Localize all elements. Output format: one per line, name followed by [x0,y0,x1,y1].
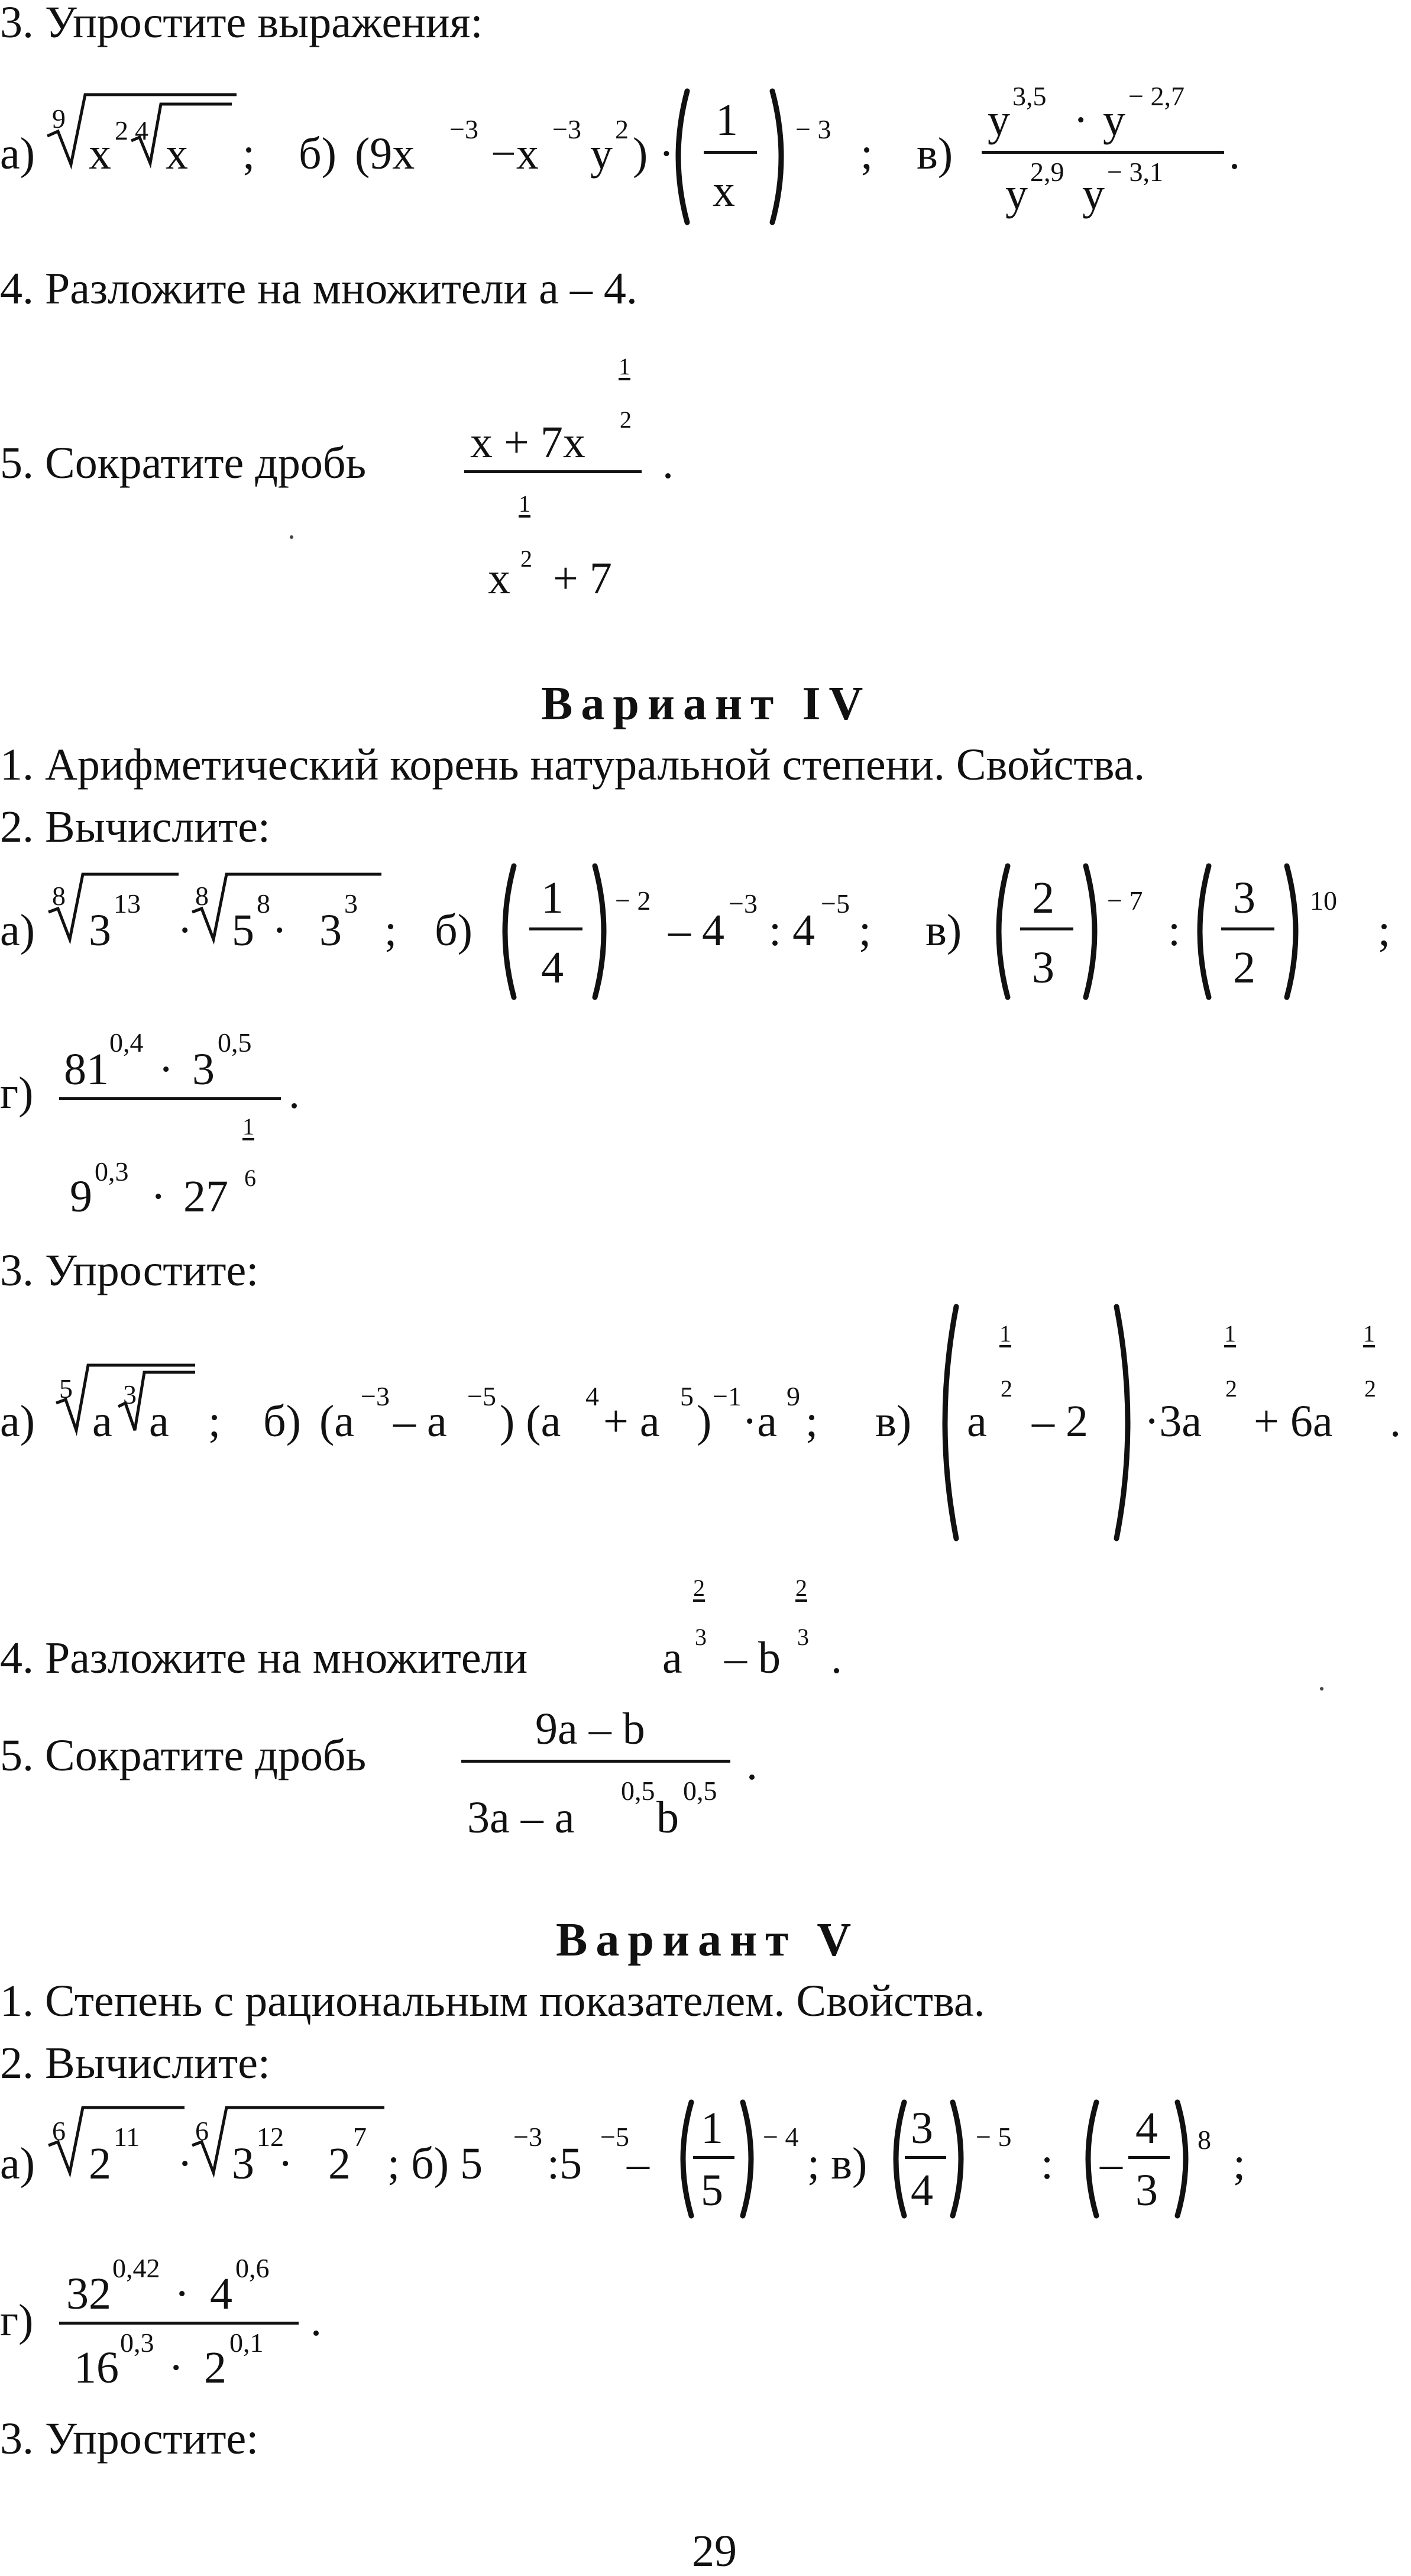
radicand: a [149,1397,169,1446]
exponent: 12 [257,2122,284,2152]
right-paren [1174,2100,1198,2218]
fraction-numerator: 1 [541,873,564,923]
label: а) [0,1397,35,1446]
exponent-denominator: 2 [1364,1375,1376,1402]
fraction-numerator: 3 [911,2103,933,2153]
label: г) [0,2296,34,2345]
fraction-denominator: x [713,166,735,216]
base: a [662,1633,682,1683]
separator: ; [208,1397,221,1446]
exponent: −5 [467,1381,496,1411]
base: 27 [183,1172,228,1221]
exponent: 0,42 [112,2253,160,2283]
separator: ; [1233,2139,1246,2189]
question-text: 4. Разложите на множители [0,1633,528,1683]
multiply-dot: · [151,1172,166,1221]
q3-title-top: 3. Упростите выражения: [0,0,483,47]
v5-q1: 1. Степень с рациональным показателем. Свойства. [0,1976,985,2026]
multiply-dot: · [158,1045,174,1094]
exponent-denominator: 6 [244,1165,256,1191]
expr: ) [697,1397,712,1446]
left-paren [1189,864,1212,1000]
separator: ; [860,129,873,179]
v5-q2: 2. Вычислите: [0,2038,271,2088]
exponent-denominator: 2 [520,545,532,572]
left-paren [931,1304,961,1541]
exponent: 5 [680,1381,694,1411]
multiply-dot: · [1073,95,1089,145]
exponent-numerator: 1 [242,1113,254,1140]
expr: + a [603,1397,660,1446]
fraction-numerator: 2 [1032,873,1054,923]
fraction-denominator: 3 [1032,943,1054,993]
exponent: 8 [1198,2125,1211,2155]
separator: ; [805,1397,818,1446]
label: б) [299,129,336,179]
fraction-denominator: b [656,1793,679,1843]
exponent: 4 [585,1381,599,1411]
exponent: 2,9 [1030,157,1064,187]
exponent-denominator: 2 [620,406,632,433]
base: 2 [204,2343,226,2393]
fraction-bar [905,2156,946,2159]
root-index: 5 [59,1373,73,1404]
expr: – 2 [1032,1397,1088,1446]
separator: ; [859,906,872,955]
exponent: 2 [615,114,629,144]
label: в) [875,1397,912,1446]
multiply-dot: · [169,2343,184,2393]
expr: −x [491,129,539,179]
exponent-numerator: 1 [1224,1320,1236,1347]
expr: ; б) 5 [387,2139,483,2189]
root-index: 4 [135,115,148,146]
exponent: 3 [344,888,358,919]
right-paren [769,89,792,225]
exponent: − 7 [1107,885,1143,916]
period: . [310,2296,322,2345]
period: . [1390,1397,1401,1446]
radicand: 2 [89,2139,111,2189]
fraction-bar [693,2156,734,2159]
colon: : [1168,906,1181,955]
fraction-bar [59,1097,281,1100]
exponent: −3 [449,114,478,144]
separator: ; [384,906,397,955]
speck [290,535,293,539]
expr: (a [319,1397,355,1446]
page-number: 29 [692,2526,737,2576]
left-paren [884,2100,908,2218]
exponent-denominator: 3 [695,1624,707,1650]
exponent: 2 [115,115,128,146]
fraction-numerator: 3 [1233,873,1255,923]
exponent: 0,5 [218,1027,252,1058]
exponent: 10 [1310,885,1337,916]
base: 9 [70,1172,92,1221]
root-index: 6 [52,2116,66,2146]
exponent: 0,3 [120,2328,154,2358]
period: . [831,1633,842,1683]
fraction-bar [704,151,757,154]
left-paren [494,864,517,1000]
exponent: 9 [787,1381,800,1411]
fraction-denominator: 5 [701,2165,723,2215]
base: y [1005,169,1028,219]
root-index: 3 [123,1379,137,1410]
exponent: 13 [114,888,141,919]
speck [1320,1687,1323,1691]
expr: (9x [355,129,415,179]
variant-iv-heading: Вариант IV [541,678,872,730]
expr: – 4 [668,906,724,955]
exponent: 8 [257,888,270,919]
exponent-numerator: 1 [1363,1320,1375,1347]
expr: ) · [633,129,674,179]
fraction-bar [59,2322,299,2325]
expr: ·3a [1144,1397,1202,1446]
fraction-denominator: 4 [911,2165,933,2215]
exponent-numerator: 1 [619,353,630,380]
q4-top: 4. Разложите на множители a – 4. [0,264,637,313]
root-index: 8 [52,881,66,911]
exponent-numerator: 2 [693,1575,705,1601]
label: б) [263,1397,301,1446]
root-index: 8 [195,881,209,911]
radicand: 3 [319,906,342,955]
exponent: −3 [513,2122,542,2152]
expr: :5 [547,2139,582,2189]
fraction-numerator: 9a – b [535,1704,645,1754]
period: . [1229,129,1240,179]
question-text: 5. Сократите дробь [0,1731,367,1780]
fraction-bar [529,927,582,930]
right-paren [739,2100,763,2218]
right-paren [1283,864,1307,1000]
exponent: − 3 [795,114,831,144]
left-paren [671,2100,695,2218]
label: а) [0,906,35,955]
fraction-numerator: 1 [716,95,738,145]
left-paren [988,864,1011,1000]
fraction-numerator: 1 [701,2103,723,2153]
base: a [92,1397,112,1446]
exponent-denominator: 2 [1225,1375,1237,1402]
label: г) [0,1068,34,1118]
multiply-dot: · [174,2269,190,2319]
exponent: −3 [361,1381,390,1411]
base: x [89,129,111,179]
right-paren [591,864,615,1000]
exponent-numerator: 1 [999,1320,1011,1347]
fraction-numerator: x + 7x [470,418,585,467]
left-paren [1076,2100,1100,2218]
radicand: x [166,129,188,179]
right-paren [949,2100,973,2218]
base: y [1082,169,1105,219]
base: y [1103,95,1125,145]
label: в) [925,906,962,955]
root-index: 6 [195,2116,209,2146]
exponent-denominator: 2 [1001,1375,1012,1402]
colon: : [1041,2139,1054,2189]
exponent: 7 [353,2122,367,2152]
exponent: − 2,7 [1128,81,1185,111]
exponent: 0,6 [235,2253,270,2283]
multiply-dot: · [177,906,193,955]
radicand: 3 [89,906,111,955]
period: . [662,438,674,488]
exponent-numerator: 1 [519,490,530,517]
exponent: 0,5 [621,1776,655,1806]
expr: + 6a [1254,1397,1333,1446]
exponent: 11 [114,2122,140,2152]
fraction-bar [1020,927,1073,930]
right-paren [1082,864,1106,1000]
base: 16 [74,2343,119,2393]
v4-q3: 3. Упростите: [0,1246,259,1295]
question-text: 5. Сократите дробь [0,438,367,488]
radicand: 2 [328,2139,351,2189]
radicand: 3 [232,2139,254,2189]
exponent: 0,5 [683,1776,717,1806]
v5-q3: 3. Упростите: [0,2414,259,2464]
separator: ; [242,129,255,179]
expr: ) (a [500,1397,561,1446]
exponent: −1 [713,1381,742,1411]
exponent: − 4 [763,2122,799,2152]
expr: ·a [742,1397,778,1446]
multiply-dot: · [278,2139,293,2189]
label: в) [917,129,953,179]
exponent: 3,5 [1012,81,1047,111]
exponent: −5 [600,2122,629,2152]
minus-sign: – [1100,2139,1122,2189]
exponent: −3 [729,888,758,919]
fraction-denominator: x [488,554,510,603]
multiply-dot: · [177,2139,193,2189]
fraction-bar [464,470,642,473]
fraction-denominator: 4 [541,943,564,993]
expr: y [590,129,613,179]
base: 3 [192,1045,215,1094]
period: . [289,1068,300,1118]
fraction-denominator: 3a – a [467,1793,575,1843]
multiply-dot: · [272,906,287,955]
expr: – a [393,1397,447,1446]
fraction-denominator: + 7 [553,554,612,603]
label: а) [0,2139,35,2189]
fraction-bar [1128,2156,1170,2159]
expr: – [627,2139,649,2189]
exponent-denominator: 3 [797,1624,809,1650]
expr: – b [724,1633,781,1683]
base: 81 [64,1045,109,1094]
base: a [967,1397,987,1446]
base: 4 [210,2269,232,2319]
fraction-numerator: 4 [1135,2103,1158,2153]
separator: ; [1378,906,1391,955]
label: а) [0,129,35,179]
right-paren [1112,1304,1141,1541]
fraction-bar [1221,927,1274,930]
v4-q2: 2. Вычислите: [0,802,271,852]
variant-v-heading: Вариант V [556,1914,860,1966]
period: . [746,1740,758,1789]
base: 32 [66,2269,111,2319]
root-index: 9 [52,104,66,134]
exponent: 0,4 [109,1027,144,1058]
exponent: − 3,1 [1107,157,1163,187]
exponent: −5 [821,888,850,919]
fraction-bar [461,1760,730,1763]
label: б) [435,906,473,955]
fraction-bar [982,151,1224,154]
exponent: −3 [552,114,581,144]
fraction-denominator: 3 [1135,2165,1158,2215]
base: y [988,95,1010,145]
exponent: − 5 [976,2122,1012,2152]
v4-q1: 1. Арифметический корень натуральной степени. Свойства. [0,740,1145,790]
exponent: − 2 [615,885,651,916]
exponent: 0,3 [95,1156,129,1187]
left-paren [667,89,691,225]
fraction-denominator: 2 [1233,943,1255,993]
radicand: 5 [232,906,254,955]
exponent: 0,1 [229,2328,264,2358]
expr: ; в) [807,2139,868,2189]
exponent-numerator: 2 [795,1575,807,1601]
expr: : 4 [769,906,815,955]
